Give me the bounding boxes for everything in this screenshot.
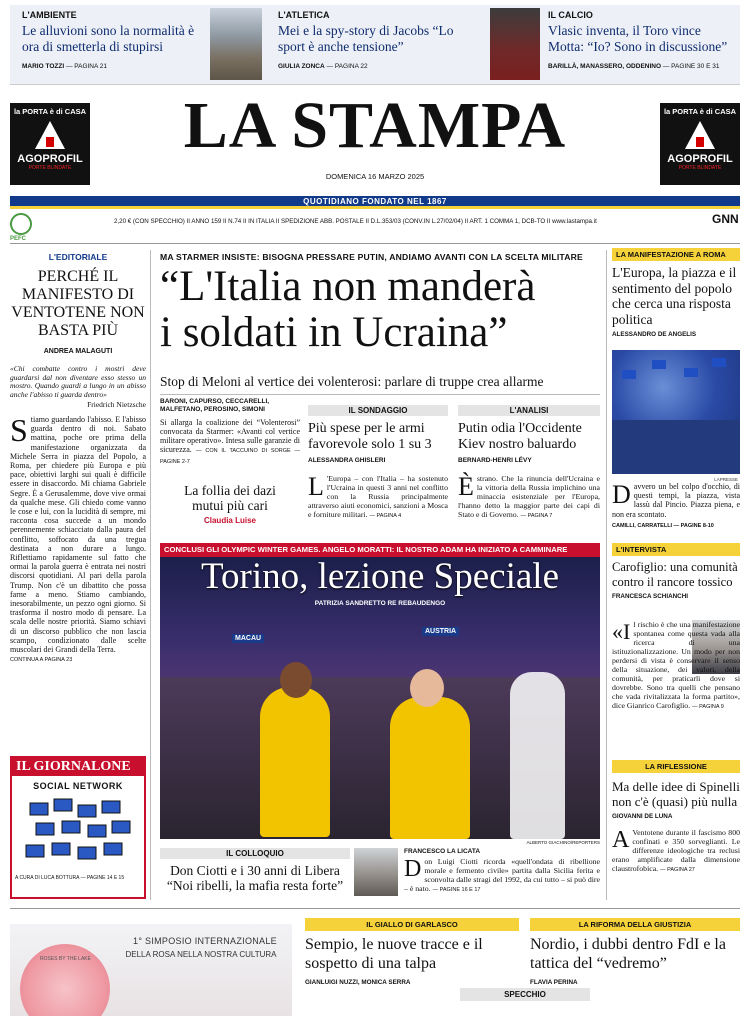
lead-headline-1[interactable]: “L'Italia non manderà — [160, 263, 536, 310]
masthead-title[interactable]: LA STAMPA — [183, 89, 567, 162]
sondaggio-body: 'Europa – con l'Italia – ha sostenuto l'Ucraina in questi 3 anni nel conflitto con la Russia principalmente attraverso aiuti economici, sanzioni a Mosca e forniture militari. — [308, 474, 448, 519]
flag — [652, 360, 666, 369]
cartoon-flag — [26, 845, 44, 857]
sondaggio-author: ALESSANDRA GHISLERI — [308, 457, 386, 464]
giustizia[interactable] — [530, 918, 740, 986]
top-item-photo — [210, 8, 262, 80]
analisi-dropcap: È — [458, 472, 474, 501]
editorial-epigraph-author: Friedrich Nietzsche — [87, 400, 146, 409]
editorial-dropcap: S — [10, 412, 28, 448]
analisi-body: strano. Che la rinuncia dell'Ucraina e la vittoria della Russia implichino una minaccia esistenziale per l'Europa, l'hanno detto la maggior parte dei capi di Stato e di Governo. — [458, 474, 600, 519]
sondaggio-tag: IL SONDAGGIO — [308, 405, 448, 416]
sign-austria: AUSTRIA — [422, 627, 459, 636]
eu-flags — [612, 350, 740, 474]
rose-ad[interactable] — [10, 924, 292, 1016]
colloquio-body-wrap — [404, 857, 600, 895]
top-item-photo — [490, 8, 540, 80]
athlete-right-head — [410, 669, 444, 707]
intervista-body: l rischio è che una manifestazione spontanea come questa vada alla ricerca di una istituzionalizzazione. Un modo per non perdersi di vista è conservare il senso della situazione, dei valori, della comunità, per praticarli dove si dovrebbe. Sono tra quelli che pensano che vada rivitalizzata la forma partito», dice Gianrico Carofiglio. — [612, 620, 740, 710]
lead-pages: — CON IL TACCUINO DI SORGE — PAGINE 2-7 — [160, 448, 301, 465]
door-icon-accent — [46, 137, 54, 147]
giornalone[interactable] — [10, 756, 146, 899]
colloquio-headline: Don Ciotti e i 30 anni di Libera “Noi ribelli, la mafia resta forte” — [166, 863, 344, 893]
editorial-headline: PERCHÉ IL MANIFESTO DI VENTOTENE NON BASTA PIÙ — [11, 268, 145, 339]
lead-subhead: Stop di Meloni al vertice dei volenterosi: parlare di truppe crea allarme — [160, 374, 544, 389]
lead-body — [160, 418, 300, 467]
ad-tagline: la PORTA è di CASA — [13, 107, 87, 116]
colloquio-pages: — PAGINE 16 E 17 — [432, 887, 481, 893]
top-item-tag: L'AMBIENTE — [22, 10, 77, 20]
cartoon-flag — [36, 823, 54, 835]
flag — [684, 368, 698, 377]
analisi-author: BERNARD-HENRI LÉVY — [458, 457, 532, 464]
rose-ad-logo: ROSES BY THE LAKE — [40, 956, 91, 962]
colloquio-body: on Luigi Ciotti ricorda «quell'ondata di ribellione morale e fermento civile» partita dalla Sicilia ferita e sconvolta dalle stragi del 1992, da cui tutto – si può dire – è nato. — [404, 857, 600, 893]
dazi-headline[interactable]: La follia dei dazi mutui più cari — [184, 483, 276, 513]
sondaggio-body-wrap — [308, 474, 448, 521]
manif-body-wrap — [612, 482, 740, 519]
giustizia-headline: Nordio, i dubbi dentro FdI e la tattica del “vedremo” — [530, 936, 726, 972]
ad-sub: PORTE BLINDATE — [28, 165, 72, 171]
col-rule-left — [150, 250, 151, 900]
athlete-right — [390, 697, 470, 839]
analisi-page: — PAGINA 7 — [520, 513, 553, 519]
masthead-date: DOMENICA 16 MARZO 2025 — [325, 172, 425, 181]
athlete-far-right — [510, 672, 565, 839]
top-item-author: MARIO TOZZI — [22, 63, 65, 70]
lead-authors: BARONI, CAPURSO, CECCARELLI, MALFETANO, PEROSINO, SIMONI — [160, 398, 270, 413]
intervista-author: FRANCESCA SCHIANCHI — [612, 593, 689, 600]
rose-icon — [20, 944, 110, 1016]
garlasco[interactable] — [305, 918, 519, 986]
manif-photo-credit: LAPRESSE — [714, 477, 738, 482]
lead-kicker: MA STARMER INSISTE: BISOGNA PRESSARE PUTIN, ANDIAMO AVANTI CON LA SCELTA MILITARE — [160, 252, 583, 262]
manif-author: ALESSANDRO DE ANGELIS — [612, 331, 697, 338]
manif-tag: LA MANIFESTAZIONE A ROMA — [612, 248, 740, 261]
riflessione-body: Ventotene durante il fascismo 800 confinati e 350 sorveglianti. Le differenze ideologiche tra reclusi erano amplificate dalla dimensione claustrofobica. — [612, 828, 740, 873]
editorial[interactable] — [10, 252, 146, 663]
riflessione-dropcap: A — [612, 827, 630, 853]
editorial-body: tiamo guardando l'abisso. E l'abisso guarda dentro di noi. Sabato mattina, poche ore prima della manifestazione organizzata da Michele Serra in piazza del Popolo, a Roma, per chiedere più Europa e più pace, obiettivi larghi sui quali è difficile essere in disaccordo. Mi chiama Gabriele Segre. È a Gerusalemme, dove vive ormai da qualche mese. Gli chiedo come vanno le cose e lui, con la lucidità di sempre, mi racconta cosa succede a un mondo perennemente schiacciato dalla paura del conflitto, soffocato da una tregua destinata a non durare a lungo. Riflettiamo rapidamente sul fatto che ormai la parola guerra è entrata nei nostri discorsi quotidiani. Al pari della parola Trump. Non c'è un dibattito che possa farne a meno. Stiamo cambiando, inesorabilmente, un pezzo ogni giorno. Si trasforma il nostro modo di pensare. La scala delle nostre priorità. Siamo schiavi di un discorso pubblico che non lascia scampo, condizionato dalle scelte muscolari dei Grandi della Terra. — [10, 415, 146, 655]
editorial-continue[interactable]: CONTINUA A PAGINA 23 — [10, 657, 73, 664]
giustizia-tag: LA RIFORMA DELLA GIUSTIZIA — [530, 918, 740, 931]
ad-tagline: la PORTA è di CASA — [663, 107, 737, 116]
cartoon-flag — [54, 799, 72, 811]
editorial-tag: L'EDITORIALE — [48, 252, 108, 262]
intervista-dropcap: «I — [612, 619, 631, 644]
analisi-body-wrap — [458, 474, 600, 521]
cartoon-flag — [88, 825, 106, 837]
sondaggio[interactable] — [308, 405, 448, 521]
rule — [10, 908, 740, 909]
ad-right[interactable] — [660, 103, 740, 185]
social-network-cartoon — [12, 793, 144, 873]
giornalone-strip-title: SOCIAL NETWORK — [33, 781, 123, 791]
analisi-headline: Putin odia l'Occidente Kiev nostro baluardo — [458, 421, 582, 452]
rule — [10, 243, 740, 244]
flag — [622, 370, 636, 379]
top-item-tag: L'ATLETICA — [278, 10, 330, 20]
crowd — [612, 420, 740, 474]
garlasco-headline: Sempio, le nuove tracce e il sospetto di una talpa — [305, 936, 483, 972]
pefc-label: PEFC — [10, 236, 27, 242]
price-line: 2,20 € (CON SPECCHIO) II ANNO 159 II N.74 II IN ITALIA II SPEDIZIONE ABB. POSTALE II D.L.353/03 (CONV.IN L.27/02/04) II ART. 1 COMMA 1, DCB-TO II www.lastampa.it — [114, 218, 597, 225]
top-item-author: GIULIA ZONCA — [278, 63, 325, 70]
colloquio-article[interactable] — [404, 848, 600, 895]
ad-brand: AGOPROFIL — [17, 153, 83, 165]
riflessione-page: — PAGINA 27 — [660, 867, 695, 873]
intervista[interactable] — [612, 543, 740, 600]
top-item-ambiente[interactable] — [22, 10, 207, 70]
olympics-authors: PATRIZIA SANDRETTO RE REBAUDENGO — [314, 600, 446, 607]
intervista-page: — PAGINA 9 — [692, 704, 724, 710]
manif[interactable] — [612, 248, 740, 338]
riflessione-body-wrap — [612, 828, 740, 875]
editorial-author: ANDREA MALAGUTI — [43, 348, 113, 355]
colloquio-dropcap: D — [404, 856, 422, 882]
top-item-tag: IL CALCIO — [548, 10, 593, 20]
garlasco-author: GIANLUIGI NUZZI, MONICA SERRA — [305, 979, 411, 986]
cartoon-flag — [52, 843, 70, 855]
sign-macau: MACAU — [232, 634, 264, 643]
top-item-headline: Vlasic inventa, il Toro vince Motta: “Io? Sono in discussione” — [548, 23, 728, 54]
giornalone-title: IL GIORNALONE — [12, 758, 144, 776]
dazi-author: Claudia Luise — [203, 516, 256, 525]
riflessione-headline: Ma delle idee di Spinelli non c'è (quasi) più nulla — [612, 779, 740, 809]
lead-headline-2[interactable]: i soldati in Ucraina” — [160, 309, 508, 356]
flag — [712, 358, 726, 367]
ad-left[interactable] — [10, 103, 90, 185]
riflessione-tag: LA RIFLESSIONE — [612, 760, 740, 773]
intervista-tag: L'INTERVISTA — [612, 543, 740, 556]
colloquio-author: FRANCESCO LA LICATA — [404, 848, 481, 855]
cartoon-flag — [62, 821, 80, 833]
editorial-body-wrap — [10, 412, 146, 655]
top-item-headline: Mei e la spy-story di Jacobs “Lo sport è anche tensione” — [278, 23, 454, 54]
intervista-body-wrap — [612, 620, 740, 712]
pefc-logo — [10, 213, 32, 235]
analisi-tag: L'ANALISI — [458, 405, 600, 416]
top-item-headline: Le alluvioni sono la normalità è ora di smetterla di stupirsi — [22, 23, 195, 54]
giornalone-credit: A CURA DI LUCA BOTTURA — [15, 875, 80, 881]
gnn-logo: GNN — [712, 212, 739, 226]
rose-ad-line1: 1° SIMPOSIO INTERNAZIONALE — [133, 936, 277, 946]
editorial-epigraph: «Chi combatte contro i mostri deve guardarsi dal non diventare esso stesso un mostro. Quando guardi a lungo in un abisso anche l'abisso ti guarda dentro» — [10, 364, 146, 399]
top-item-atletica[interactable] — [278, 10, 483, 70]
cartoon-flag — [78, 847, 96, 859]
top-item-page: — PAGINE 30 E 31 — [662, 63, 720, 70]
cartoon-flag — [104, 843, 122, 855]
sondaggio-dropcap: L — [308, 472, 324, 501]
col-rule-right — [606, 250, 607, 900]
olympics-headline[interactable]: Torino, lezione Speciale — [200, 556, 560, 597]
top-item-author: BARILLÀ, MANASSERO, ODDENINO — [548, 63, 662, 70]
giustizia-author: FLAVIA PERINA — [530, 979, 578, 986]
cartoon-flag — [30, 803, 48, 815]
athlete-left-head — [280, 662, 312, 698]
manif-photo — [612, 350, 740, 482]
cartoon-flag — [112, 821, 130, 833]
lead-article[interactable] — [160, 398, 300, 525]
specchio-tag[interactable]: SPECCHIO — [460, 988, 590, 1001]
rule — [160, 394, 600, 395]
top-item-calcio[interactable] — [548, 10, 738, 70]
ciotti-photo — [354, 848, 398, 896]
top-item-page: — PAGINA 22 — [326, 63, 368, 70]
garlasco-tag: IL GIALLO DI GARLASCO — [305, 918, 519, 931]
ad-sub: PORTE BLINDATE — [678, 165, 722, 171]
top-item-page: — PAGINA 21 — [65, 63, 108, 70]
manif-headline: L'Europa, la piazza e il sentimento del popolo che cerca una risposta politica — [612, 265, 737, 327]
ad-brand: AGOPROFIL — [667, 153, 733, 165]
riflessione[interactable] — [612, 760, 740, 875]
rose-ad-line2: DELLA ROSA NELLA NOSTRA CULTURA — [125, 950, 277, 959]
door-icon-accent — [696, 137, 704, 147]
sondaggio-headline: Più spese per le armi favorevole solo 1 su 3 — [308, 421, 432, 452]
founded-text: QUOTIDIANO FONDATO NEL 1867 — [303, 197, 447, 206]
lead-body-text: Si allarga la coalizione dei “Volenterosi” convocata da Starmer: «Avanti col vertice militare operativo». Intesa sulle garanzie di sicurezza. — [160, 418, 300, 454]
giornalone-pages: — PAGINE 14 E 15 — [80, 875, 125, 881]
olympics-photo-credit: ALBERTO GIACHINO/REPORTERS — [526, 840, 600, 845]
manif-body: avvero un bel colpo d'occhio, di questi tempi, la piazza, vista lassù dal Pincio. Piazza piena, e non era scontato. — [612, 482, 740, 519]
colloquio[interactable] — [160, 848, 350, 893]
sondaggio-page: — PAGINA 4 — [369, 513, 402, 519]
manif-dropcap: D — [612, 480, 631, 509]
colloquio-tag: IL COLLOQUIO — [160, 848, 350, 859]
olympics-banner: CONCLUSI GLI OLYMPIC WINTER GAMES. ANGELO MORATTI: IL NOSTRO ADAM HA INIZIATO A CAMMINARE — [160, 543, 600, 557]
cartoon-flag — [78, 805, 96, 817]
manif-pages: CAMILLI, CARRATELLI — PAGINE 8-10 — [612, 523, 714, 529]
cartoon-flag — [102, 801, 120, 813]
analisi[interactable] — [458, 405, 600, 521]
athlete-left — [260, 687, 330, 837]
intervista-headline: Carofiglio: una comunità contro il rancore tossico — [612, 560, 738, 589]
riflessione-author: GIOVANNI DE LUNA — [612, 813, 673, 820]
